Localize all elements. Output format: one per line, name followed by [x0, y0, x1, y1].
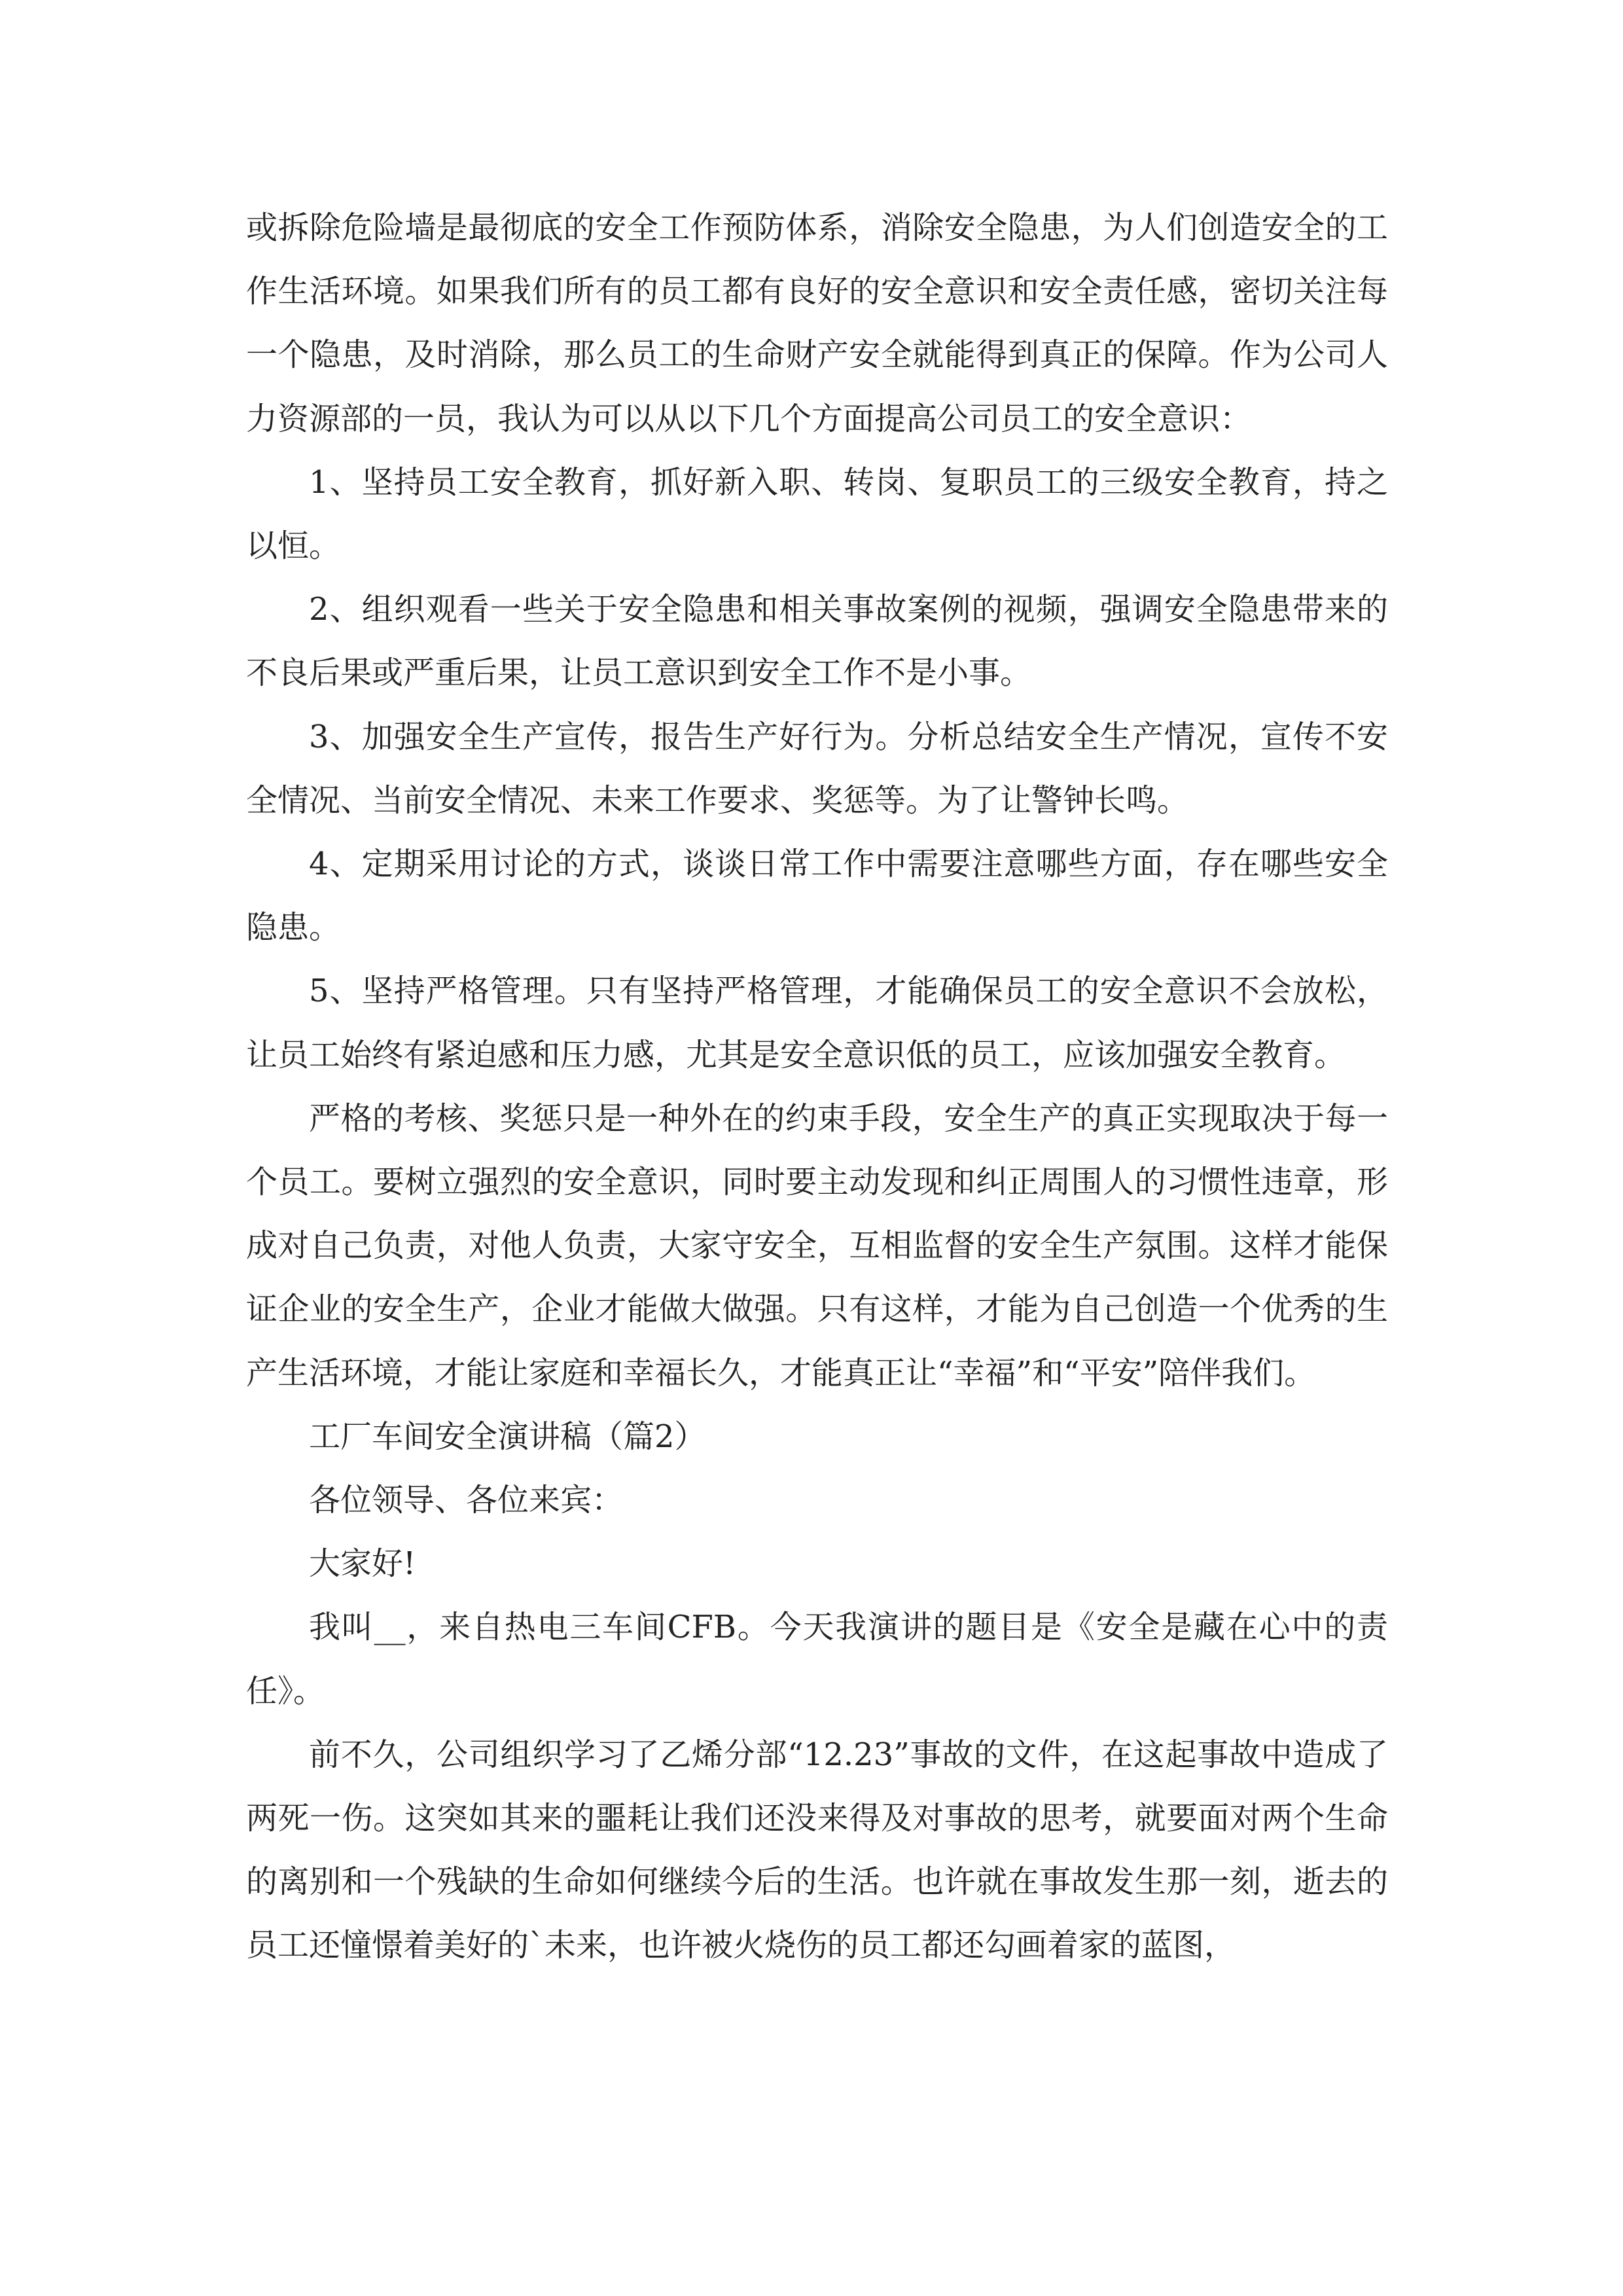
conclusion-paragraph: 严格的考核、奖惩只是一种外在的约束手段，安全生产的真正实现取决于每一个员工。要树立强烈的安全意识，同时要主动发现和纠正周围人的习惯性违章，形成对自己负责，对他人负责，大家守安全，互相监督的安全生产氛围。这样才能保证企业的安全生产，企业才能做大做强。只有这样，才能为自己创造一个优秀的生产生活环境，才能让家庭和幸福长久，才能真正让“幸福”和“平安”陪伴我们。	[246, 1100, 1388, 1391]
section-title: 工厂车间安全演讲稿（篇2）	[309, 1418, 706, 1455]
list-item-4: 4、定期采用讨论的方式，谈谈日常工作中需要注意哪些方面，存在哪些安全隐患。	[246, 846, 1388, 946]
introduction-paragraph: 我叫__，来自热电三车间CFB。今天我演讲的题目是《安全是藏在心中的责任》。	[246, 1609, 1388, 1710]
body-paragraph: 前不久，公司组织学习了乙烯分部“12.23”事故的文件，在这起事故中造成了两死一伤。这突如其来的噩耗让我们还没来得及对事故的思考，就要面对两个生命的离别和一个残缺的生命如何继续今后的生活。也许就在事故发生那一刻，逝去的员工还憧憬着美好的`未来，也许被火烧伤的员工都还勾画着家的蓝图，	[246, 1736, 1388, 1964]
paragraph-continued: 或拆除危险墙是最彻底的安全工作预防体系，消除安全隐患，为人们创造安全的工作生活环境。如果我们所有的员工都有良好的安全意识和安全责任感，密切关注每一个隐患，及时消除，那么员工的生命财产安全就能得到真正的保障。作为公司人力资源部的一员，我认为可以从以下几个方面提高公司员工的安全意识：	[246, 209, 1388, 437]
list-item-2: 2、组织观看一些关于安全隐患和相关事故案例的视频，强调安全隐患带来的不良后果或严重后果，让员工意识到安全工作不是小事。	[246, 591, 1388, 692]
document-body	[246, 196, 1388, 1978]
greeting: 大家好!	[309, 1545, 416, 1583]
salutation: 各位领导、各位来宾：	[309, 1482, 624, 1519]
list-item-5: 5、坚持严格管理。只有坚持严格管理，才能确保员工的安全意识不会放松，让员工始终有紧迫感和压力感，尤其是安全意识低的员工，应该加强安全教育。	[246, 973, 1388, 1073]
list-item-1: 1、坚持员工安全教育，抓好新入职、转岗、复职员工的三级安全教育，持之以恒。	[246, 463, 1388, 565]
list-item-3: 3、加强安全生产宣传，报告生产好行为。分析总结安全生产情况，宣传不安全情况、当前安全情况、未来工作要求、奖惩等。为了让警钟长鸣。	[246, 718, 1388, 819]
